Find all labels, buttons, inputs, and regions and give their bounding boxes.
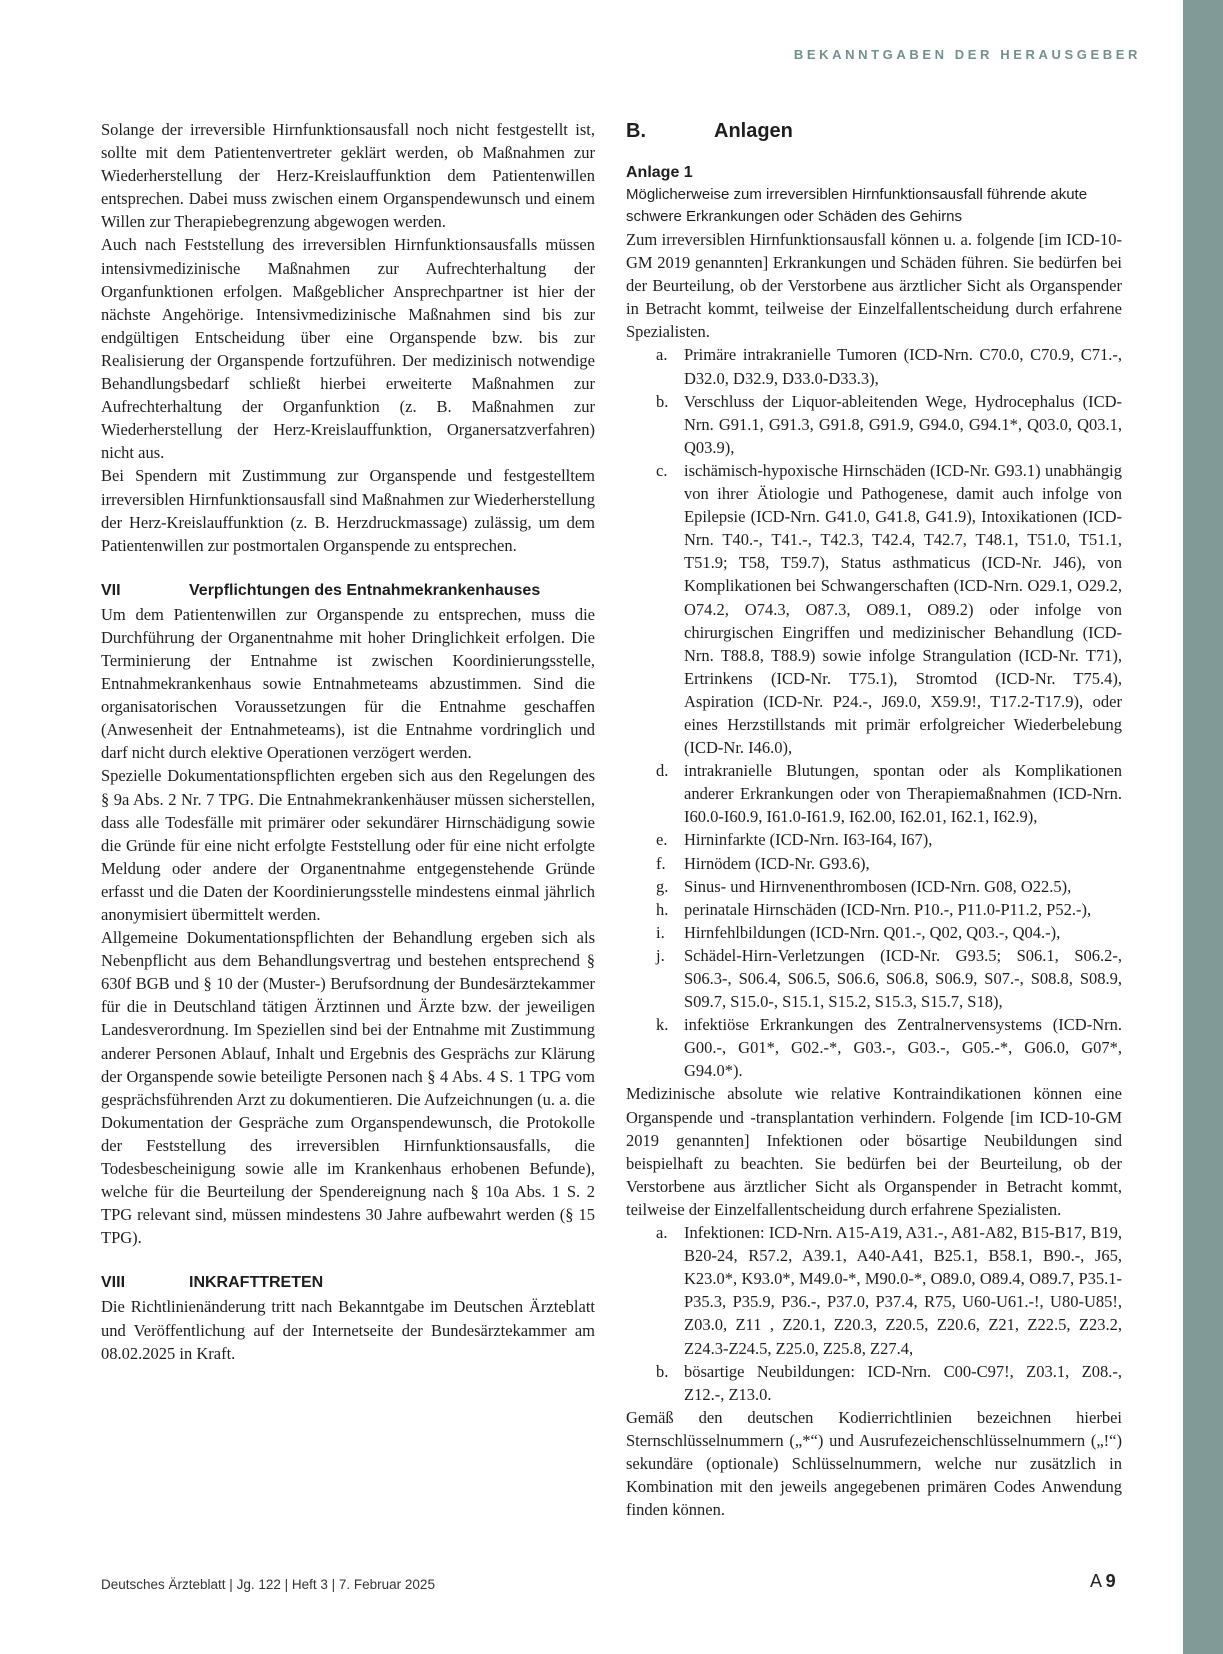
- list-text: bösartige Neubildungen: ICD-Nrn. C00-C97!, Z03.1, Z08.-, Z12.-, Z13.0.: [684, 1361, 1122, 1404]
- list-label: b.: [656, 1361, 669, 1381]
- list-label: i.: [656, 922, 665, 942]
- running-head: BEKANNTGABEN DER HERAUSGEBER: [793, 47, 1141, 62]
- list-item: [626, 852, 1122, 875]
- paragraph: Die Richtlinienänderung tritt nach Bekanntgabe im Deutschen Ärzteblatt und Veröffentlichung auf der Internetseite der Bundesärztekammer am 08.02.2025 in Kraft.: [101, 1297, 595, 1363]
- contraindication-list: [626, 1221, 1122, 1406]
- right-column: [626, 118, 1122, 1521]
- list-text: Verschluss der Liquor-ableitenden Wege, Hydrocephalus (ICD-Nrn. G91.1, G91.3, G91.8, G91.9, G94.0, G94.1*, Q03.0, Q03.1, Q03.9),: [684, 391, 1122, 457]
- list-item: [626, 459, 1122, 759]
- page-number: [1090, 1571, 1116, 1592]
- section-number: VII: [101, 581, 121, 599]
- diagnosis-list: [626, 343, 1122, 1082]
- section-heading-vii: [101, 579, 595, 602]
- list-text: Hirnödem (ICD-Nr. G93.6),: [684, 853, 870, 873]
- section-number: B.: [626, 120, 646, 142]
- page-prefix: A: [1090, 1571, 1103, 1591]
- list-label: j.: [656, 945, 665, 965]
- list-item: [626, 1221, 1122, 1360]
- paragraph: Solange der irreversible Hirnfunktionsausfall noch nicht festgestellt ist, sollte mit dem Patientenvertreter geklärt werden, ob Maßnahmen zur Wiederherstellung der Herz-Kreislauffunktion dem Patientenwillen entsprechen. Dabei muss zwischen einem Organspendewunsch und einem Willen zur Therapiebegrenzung abgewogen werden.: [101, 120, 595, 232]
- list-text: Primäre intrakranielle Tumoren (ICD-Nrn. C70.0, C70.9, C71.-, D32.0, D32.9, D33.0-D33.3),: [684, 345, 1122, 388]
- list-item: [626, 343, 1122, 389]
- list-text: ischämisch-hypoxische Hirnschäden (ICD-Nr. G93.1) unabhängig von ihrer Ätiologie und Pathogenese, damit auch infolge von Epilepsie (ICD-Nrn. G41.0, G41.8, G41.9), Intoxikationen (ICD-Nrn. T40.-, T41.-, T42.3, T42.4, T42.7, T48.1, T51.0, T51.1, T51.9; T58, T59.7), Status asthmaticus (ICD-Nr. J46), von Komplikationen bei Schwangerschaften (ICD-Nrn. O29.1, O29.2, O74.2, O74.3, O87.3, O89.1, O89.2) oder infolge von chirurgischen Eingriffen und medizinischer Behandlung (ICD-Nrn. T88.8, T88.9) sowie infolge Strangulation (ICD-Nr. T71), Ertrinkens (ICD-Nr. T75.1), Stromtod (ICD-Nr. T75.4), Aspiration (ICD-Nr. P24.-, J69.0, X59.9!, T17.2-T17.9), oder eines Herzstillstands mit primär erfolgreicher Wiederbelebung (ICD-Nr. I46.0),: [684, 460, 1122, 758]
- section-title: Anlagen: [714, 120, 793, 142]
- annex-subtitle: Möglicherweise zum irreversiblen Hirnfunktionsausfall führende akute schwere Erkrankungen oder Schäden des Gehirns: [626, 186, 1088, 225]
- paragraph: Gemäß den deutschen Kodierrichtlinien bezeichnen hierbei Sternschlüsselnummern („*“) und Ausrufezeichenschlüsselnummern („!“) sekundäre (optionale) Schlüsselnummern, welche nur zusätzlich in Kombination mit den jeweils angegebenen primären Codes Anwendung finden können.: [626, 1407, 1122, 1520]
- list-label: e.: [656, 830, 668, 850]
- list-item: [626, 390, 1122, 459]
- list-label: h.: [656, 899, 669, 919]
- list-text: intrakranielle Blutungen, spontan oder als Komplikationen anderer Erkrankungen oder von Therapiemaßnahmen (ICD-Nrn. I60.0-I60.9, I61.0-I61.9, I62.00, I62.01, I62.1, I62.9),: [684, 761, 1122, 827]
- section-title: INKRAFTTRETEN: [189, 1274, 324, 1292]
- section-title: Verpflichtungen des Entnahmekrankenhauses: [189, 581, 541, 599]
- list-text: Hirninfarkte (ICD-Nrn. I63-I64, I67),: [684, 830, 933, 850]
- list-label: c.: [656, 460, 668, 480]
- list-text: perinatale Hirnschäden (ICD-Nrn. P10.-, P11.0-P11.2, P52.-),: [684, 899, 1092, 919]
- paragraph: Auch nach Feststellung des irreversiblen Hirnfunktionsausfalls müssen intensivmedizinische Maßnahmen zur Aufrechterhaltung der Organfunktionen erfolgen. Maßgeblicher Ansprechpartner ist hier der nächste Angehörige. Intensivmedizinische Maßnahmen sind bis zur endgültigen Entscheidung über eine Organspende bzw. bis zur Realisierung der Organspende fortzuführen. Der medizinisch notwendige Behandlungsbedarf schließt hierbei erweiterte Maßnahmen zur Aufrechterhaltung der Organfunktion (z. B. Maßnahmen zur Wiederherstellung der Herz-Kreislauffunktion, Organersatzverfahren) nicht aus.: [101, 235, 595, 463]
- paragraph: Um dem Patientenwillen zur Organspende zu entsprechen, muss die Durchführung der Organentnahme mit hoher Dringlichkeit erfolgen. Die Terminierung der Entnahme ist zwischen Koordinierungsstelle, Entnahmekrankenhaus sowie Entnahmeteams abzustimmen. Sind die organisatorischen Voraussetzungen für die Entnahme geschaffen (Anwesenheit der Entnahmeteams), ist die Entnahme vordringlich und darf nicht durch elektive Operationen verzögert werden.: [101, 604, 595, 763]
- list-text: Schädel-Hirn-Verletzungen (ICD-Nr. G93.5; S06.1, S06.2-, S06.3-, S06.4, S06.5, S06.6, S06.8, S06.9, S07.-, S08.8, S08.9, S09.7, S15.0-, S15.1, S15.2, S15.3, S15.7, S18),: [684, 945, 1122, 1012]
- list-item: [626, 944, 1122, 1013]
- list-item: [626, 898, 1122, 921]
- list-label: a.: [656, 1223, 668, 1243]
- page-number-value: 9: [1105, 1571, 1116, 1591]
- paragraph: Spezielle Dokumentationspflichten ergeben sich aus den Regelungen des § 9a Abs. 2 Nr. 7 TPG. Die Entnahmekrankenhäuser müssen sicherstellen, dass alle Todesfälle mit primärer oder sekundärer Hirnschädigung sowie die Gründe für eine nicht erfolgte Feststellung oder für eine nicht erfolgte Meldung oder andere der Organentnahme entgegenstehende Gründe erfasst und die Daten der Koordinierungsstelle mindestens einmal jährlich anonymisiert übermittelt werden.: [101, 766, 595, 924]
- section-heading-viii: [101, 1271, 595, 1294]
- list-item: [626, 875, 1122, 898]
- footer-citation: Deutsches Ärzteblatt | Jg. 122 | Heft 3 | 7. Februar 2025: [101, 1577, 435, 1592]
- list-item: [626, 1013, 1122, 1082]
- list-label: k.: [656, 1015, 669, 1035]
- list-text: infektiöse Erkrankungen des Zentralnervensystems (ICD-Nrn. G00.-, G01*, G02.-*, G03.-, G03.-, G05.-*, G06.0, G07*, G94.0*).: [684, 1015, 1122, 1081]
- left-column: [101, 118, 595, 1365]
- paragraph: Bei Spendern mit Zustimmung zur Organspende und festgestelltem irreversiblen Hirnfunktionsausfall sind Maßnahmen zur Wiederherstellung der Herz-Kreislauffunktion (z. B. Herzdruckmassage) zulässig, um dem Patientenwillen zur postmortalen Organspende zu entsprechen.: [101, 466, 595, 555]
- list-item: [626, 759, 1122, 828]
- annex-title: Anlage 1: [626, 164, 693, 181]
- list-label: d.: [656, 761, 669, 781]
- list-item: [626, 1360, 1122, 1406]
- section-heading-b: [626, 118, 1122, 144]
- list-label: a.: [656, 345, 668, 365]
- side-color-bar: [1183, 0, 1223, 1654]
- paragraph: Allgemeine Dokumentationspflichten der Behandlung ergeben sich als Nebenpflicht aus dem Behandlungsvertrag und bestehen entsprechend § 630f BGB und § 10 der (Muster-) Berufsordnung der Bundesärztekammer für die in Deutschland tätigen Ärztinnen und Ärzte bzw. der jeweiligen Landesverordnung. Im Speziellen sind bei der Entnahme mit Zustimmung anderer Personen Ablauf, Inhalt und Ergebnis des Gesprächs zur Klärung der Organspende sowie beteiligte Personen nach § 4 Abs. 4 S. 1 TPG vom gesprächsführenden Arzt zu dokumentieren. Die Aufzeichnungen (u. a. die Dokumentation der Gespräche zum Organspendewunsch, die Protokolle der Feststellung des irreversiblen Hirnfunktionsausfalls, die Todesbescheinigung sowie alle im Krankenhaus erhobenen Befunde), welche für die Beurteilung der Spendereignung nach § 10a Abs. 1 S. 2 TPG relevant sind, müssen mindestens 30 Jahre aufbewahrt werden (§ 15 TPG).: [101, 928, 595, 1248]
- list-label: b.: [656, 391, 669, 411]
- list-item: [626, 921, 1122, 944]
- list-text: Sinus- und Hirnvenenthrombosen (ICD-Nrn. G08, O22.5),: [684, 876, 1072, 896]
- list-text: Hirnfehlbildungen (ICD-Nrn. Q01.-, Q02, Q03.-, Q04.-),: [684, 922, 1061, 942]
- list-item: [626, 828, 1122, 851]
- list-label: g.: [656, 876, 669, 896]
- list-text: Infektionen: ICD-Nrn. A15-A19, A31.-, A81-A82, B15-B17, B19, B20-24, R57.2, A39.1, A40-A41, B25.1, B58.1, B90.-, J65, K23.0*, K93.0*, M49.0-*, M90.0-*, O89.0, O89.4, O89.7, P35.1-P35.3, P35.9, P36.-, P37.0, P37.4, R75, U60-U61.-!, U80-U85!, Z03.0, Z11 , Z20.1, Z20.3, Z20.5, Z20.6, Z21, Z22.5, Z23.2, Z24.3-Z24.5, Z25.0, Z25.8, Z27.4,: [684, 1223, 1122, 1358]
- paragraph: Zum irreversiblen Hirnfunktionsausfall können u. a. folgende [im ICD-10-GM 2019 genannten] Erkrankungen und Schäden führen. Sie bedürfen bei der Beurteilung, ob der Verstorbene aus ärztlicher Sicht als Organspender in Betracht kommt, teilweise der Einzelfallentscheidung durch erfahrene Spezialisten.: [626, 230, 1122, 342]
- section-number: VIII: [101, 1274, 126, 1292]
- list-label: f.: [656, 853, 666, 873]
- paragraph: Medizinische absolute wie relative Kontraindikationen können eine Organspende und -transplantation verhindern. Folgende [im ICD-10-GM 2019 genannten] Infektionen oder bösartige Neubildungen sind beispielhaft zu beachten. Sie bedürfen bei der Beurteilung, ob der Verstorbene aus ärztlicher Sicht als Organspender in Betracht kommt, teilweise der Einzelfallentscheidung durch erfahrene Spezialisten.: [626, 1084, 1122, 1219]
